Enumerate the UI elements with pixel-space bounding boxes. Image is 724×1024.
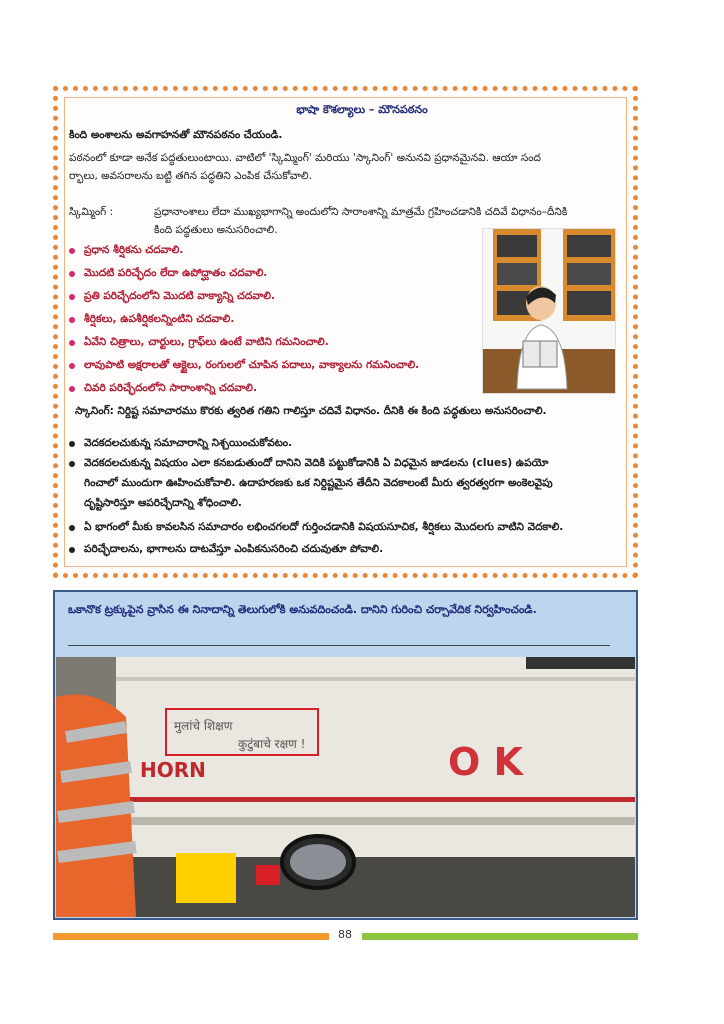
scan-step: వెదకదలచుకున్న సమాచారాన్ని నిశ్చయించుకోవటం. [84,437,293,449]
skimming-label: స్కిమ్మింగ్ : [69,206,114,218]
footer-bar-left [53,933,329,940]
bullet-icon [69,294,75,300]
bullet-icon [69,340,75,346]
bullet-icon [69,461,75,467]
skim-step: లావుపాటి అక్షరాలతో ఆక్టైలు, రంగులలో చూపిన పదాలు, వాక్యాలను గమనించాలి. [84,359,420,371]
bullet-icon [69,271,75,277]
bullet-icon [69,547,75,553]
bullet-icon [69,248,75,254]
page-number: 88 [338,928,352,941]
answer-line [68,645,610,646]
activity-task: ఒకానొక ట్రక్కుపైన వ్రాసిన ఈ నినాదాన్ని తెలుగులోకి అనువదించండి. దానిని గురించి చర్చావేదిక నిర్వహించండి. [68,603,537,616]
skim-step: ప్రతి పరిచ్ఛేదంలోని మొదటి వాక్యాన్ని చదవాలి. [84,290,275,302]
intro-line-2: ర్భాలు, అవసరాలను బట్టి తగిన పద్ధతిని ఎంపిక చేసుకోవాలి. [69,170,312,182]
bullet-icon [69,317,75,323]
bullet-icon [69,363,75,369]
bullet-icon [69,525,75,531]
skim-step: శీర్షికలు, ఉపశీర్షికలన్నింటిని చదవాలి. [84,313,235,325]
scan-step: పరిచ్ఛేదాలను, భాగాలను దాటవేస్తూ ఎంపికనుసరించి చదువుతూ పోవాలి. [84,543,384,555]
ok-label: O K [448,740,523,784]
slogan-line-1: मुलांचे शिक्षण [174,719,233,733]
skim-step: మొదటి పరిచ్ఛేదం లేదా ఉపోద్ఘాతం చదవాలి. [84,267,268,279]
truck-photo [56,657,635,917]
instruction-text: కింది అంశాలను అవగాహనతో మౌనపఠనం చేయండి. [69,129,283,141]
section-title: భాషా కౌశల్యాలు – మౌనపఠనం [296,103,428,116]
scanning-line: స్కానింగ్: నిర్దిష్ట సమాచారము కొరకు త్వరిత గతిని గాలిస్తూ చదివే విధానం. దీనికి ఈ కింది పద్ధతులు అనుసరించాలి. [75,405,547,417]
slogan-line-2: कुटुंबाचे रक्षण ! [238,737,306,751]
skim-step: ప్రధాన శీర్షికను చదవాలి. [84,244,184,256]
scan-step-continued: దృష్టిసారిస్తూ ఆపరిచ్ఛేదాన్ని శోధించాలి. [84,497,242,509]
skim-step: ఏవేని చిత్రాలు, చార్టులు, గ్రాఫ్‌లు ఉంటే వాటిని గమనించాలి. [84,336,329,348]
footer-bar-right [362,933,638,940]
skimming-line-2: కింది పద్ధతులు అనుసరించాలి. [154,224,278,236]
bullet-icon [69,441,75,447]
skim-step: చివరి పరిచ్ఛేదంలోని సారాంశాన్ని చదవాలి. [84,382,257,394]
bullet-icon [69,386,75,392]
intro-line-1: పఠనంలో కూడా అనేక పద్ధతులుంటాయి. వాటిలో 'స్కిమ్మింగ్' మరియు 'స్కానింగ్' అనునవి ప్రధానమైనవి. ఆయా సంద [69,152,541,164]
horn-label: HORN [140,758,206,782]
reading-girl-illustration [482,228,616,394]
scan-step: ఏ భాగంలో మీకు కావలసిన సమాచారం లభించగలదో గుర్తించడానికి విషయసూచిక, శీర్షికలు మొదలగు వాటిని వెదకాలి. [84,521,564,533]
skimming-line-1: ప్రధానాంశాలు లేదా ముఖ్యభాగాన్ని అందులోని సారాంశాన్ని మాత్రమే గ్రహించడానికి చదివే విధానం–దీనికి [154,206,568,218]
scan-step: వెదకదలచుకున్న విషయం ఎలా కనబడుతుందో దానిని వెదికి పట్టుకోడానికి ఏ విధమైన జాడలను (clues) ఉపయో [84,457,549,469]
scan-step-continued: గించాలో ముందుగా ఊహించుకోవాలి. ఉదాహరణకు ఒక నిర్దిష్టమైన తేదీని వెదకాలంటే మీరు త్వరత్వరగా అంకెలవైపు [84,477,553,489]
